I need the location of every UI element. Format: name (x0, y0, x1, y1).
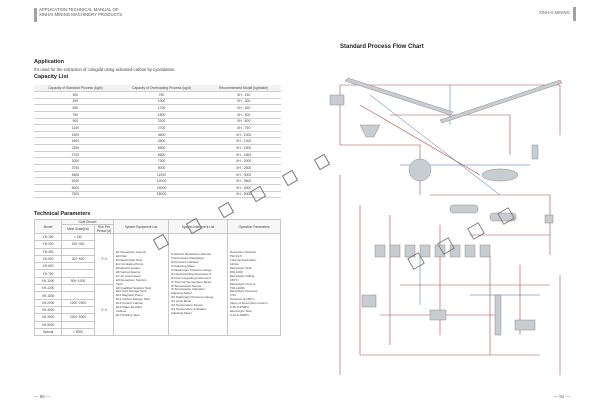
capacity-row (34, 125, 281, 132)
tech-model-cell: XH-600 (35, 263, 62, 270)
leaching-tank-2 (390, 245, 400, 257)
tech-model-cell: XH-150 (35, 234, 62, 241)
conveyor-belt (345, 78, 453, 115)
tech-instrument-list: I1 Electric Resistance Remote Transmission Diaphragm I2 Pressure Indicator I3 Adjusting Meter I4 Diaphragm Pressure Gauge I5 Liquid Dividing Flowmeter A I6 Flow Integrating Instrument I7 Thermal Temperature Meter I8 Temperature Sensor I9 Temperature Indication Adjusting Meter I10 Diaphragm Pressure Gauge I11 Level Meter I12 Temperature Sensor I13 Temperature Indication Adjusting Meter (169, 234, 228, 336)
tech-equipment-list: E1 Desorption Column E2 Filter E3 Electrolytic Tank E4 Circulating Pump E5 Electric Heater E6 Carbon Ejector E7 Air Compressor E8 Desorption Solution Tank E9 Qualified Solution Tank E10 Acid Storage Tank E11 Magnetic Pump E12 Carbon Ranger Tank E13 Control Cabinet E14 Water Rectifier Cabinet E17 Pickling Tank (114, 234, 169, 336)
capacity-cell: 1700 (117, 105, 207, 112)
capacity-cell: 750 (117, 92, 207, 99)
tech-scale-cell (62, 306, 95, 313)
ball-mill (450, 205, 478, 213)
capacity-cell: 2700 (34, 151, 117, 158)
agitation-tank (482, 169, 518, 181)
header-accent-bar (34, 8, 37, 22)
capacity-row (34, 111, 281, 118)
capacity-cell: 1000 (117, 98, 207, 105)
tech-scale-cell (62, 263, 95, 270)
tech-scale-cell: 2000~5000 (62, 314, 95, 321)
capacity-cell: 4500 (117, 138, 207, 145)
capacity-table (34, 85, 281, 198)
header-accent-bar (573, 7, 576, 21)
tech-scale-cell: 500~1000 (62, 277, 95, 284)
leaching-tank-8 (480, 245, 490, 257)
capacity-cell: XH - 1500 (206, 145, 281, 152)
capacity-cell: 450 (34, 98, 117, 105)
capacity-cell: 7500 (34, 191, 117, 198)
application-heading: Application (34, 59, 64, 65)
tech-model-cell: XH-500 (35, 255, 62, 262)
capacity-row (34, 165, 281, 172)
leaching-tank-6 (450, 245, 460, 257)
application-text: It's used for the extraction of cologold using activated carbon by cyanidation. (34, 67, 176, 72)
tech-col-model: Model (35, 220, 62, 234)
capacity-col-model: Recommended Model (kg/batch) (206, 85, 281, 92)
right-header (300, 6, 600, 22)
capacity-cell: 6500 (117, 151, 207, 158)
tech-model-cell: XH-1200 (35, 285, 62, 292)
capacity-cell: 15000 (117, 184, 207, 191)
storage-tank (362, 295, 376, 307)
electrolytic-tank (515, 320, 535, 330)
leaching-tank-4 (420, 245, 430, 257)
leaching-tank-1 (375, 245, 385, 257)
capacity-row (34, 184, 281, 191)
capacity-row (34, 98, 281, 105)
tech-scale-cell (62, 248, 95, 255)
capacity-row (34, 178, 281, 185)
crusher (330, 95, 344, 105)
tech-model-cell: XH-3000 (35, 306, 62, 313)
tech-scale-cell (62, 292, 95, 299)
tech-run-cell: 2~4 (95, 285, 114, 336)
tech-scale-cell (62, 285, 95, 292)
technical-heading: Technical Parameters (34, 211, 91, 217)
tech-col-operation: Operation Parameters (228, 220, 281, 234)
tech-model-cell: Special (35, 328, 62, 335)
capacity-cell: 4500 (34, 171, 117, 178)
capacity-cell: 1500 (34, 131, 117, 138)
thickener-tank (409, 159, 431, 181)
tech-scale-cell: 300~500 (62, 255, 95, 262)
leaching-tank-7 (465, 245, 475, 257)
capacity-row (34, 105, 281, 112)
manual-title: APPLICATION TECHNICAL MANUAL OF XINHAI MINING MACHINERY PRODUCTS (39, 7, 123, 17)
capacity-cell: XH - 500 (206, 111, 281, 118)
tech-model-cell: XH-300 (35, 241, 62, 248)
capacity-cell: 18000 (117, 191, 207, 198)
capacity-row (34, 92, 281, 99)
capacity-cell: XH - 1200 (206, 138, 281, 145)
capacity-cell: 300 (34, 92, 117, 99)
capacity-cell: 7300 (117, 158, 207, 165)
capacity-cell: 3600 (117, 131, 207, 138)
brand-label: XINHAI MINING (538, 10, 570, 15)
capacity-heading: Capacity List (34, 74, 69, 80)
capacity-cell: 650 (34, 105, 117, 112)
tech-col-run: Run Per Period (d) (95, 225, 114, 234)
tech-scale-cell: < 150 (62, 234, 95, 241)
tech-col-group: Gold Desorb (62, 220, 114, 225)
capacity-cell: 3000 (34, 158, 117, 165)
tech-model-cell: XH-750 (35, 270, 62, 277)
tech-scale-cell (62, 321, 95, 328)
capacity-cell: 1800 (34, 138, 117, 145)
capacity-cell: 1800 (117, 111, 207, 118)
capacity-cell: 9000 (117, 165, 207, 172)
desorption-column (495, 295, 501, 335)
capacity-cell: XH - 300 (206, 98, 281, 105)
capacity-row (34, 191, 281, 198)
tech-run-cell: 2~4 (95, 234, 114, 285)
capacity-row (34, 131, 281, 138)
capacity-cell: XH - 4000 (206, 184, 281, 191)
tech-model-cell: XH-2000 (35, 299, 62, 306)
watermark-stamp (468, 223, 484, 239)
capacity-cell: 3750 (34, 165, 117, 172)
tech-scale-cell: 1000~2000 (62, 299, 95, 306)
capacity-row (34, 145, 281, 152)
process-flow-diagram (300, 55, 600, 395)
capacity-cell: XH - 3500 (206, 178, 281, 185)
capacity-cell: XH - 3000 (206, 171, 281, 178)
tech-model-cell: XH-3500 (35, 314, 62, 321)
capacity-cell: XH - 5000 (206, 191, 281, 198)
conveyor-belt-2 (440, 80, 562, 123)
capacity-cell: 2700 (117, 125, 207, 132)
capacity-cell: XH - 1000 (206, 131, 281, 138)
capacity-col-standard: Capacity of Standard Process (kg/d) (34, 85, 117, 92)
capacity-cell: 5500 (117, 145, 207, 152)
tech-col-equipment: System Equipment List (114, 220, 169, 234)
capacity-cell: XH - 2500 (206, 165, 281, 172)
capacity-col-overloading: Capacity of Overloading Process (kg/d) (117, 85, 207, 92)
pump (545, 215, 553, 223)
right-page (300, 0, 600, 407)
capacity-cell: XH - 600 (206, 118, 281, 125)
capacity-row (34, 138, 281, 145)
tech-scale-cell: > 5000 (62, 328, 95, 335)
capacity-cell: 5200 (34, 178, 117, 185)
capacity-cell: 1100 (34, 125, 117, 132)
capacity-cell: 2200 (117, 118, 207, 125)
capacity-row (34, 158, 281, 165)
capacity-cell: 2250 (34, 145, 117, 152)
capacity-cell: XH - 450 (206, 105, 281, 112)
tech-col-instrument: System Instrument List (169, 220, 228, 234)
capacity-row (34, 171, 281, 178)
cyclone (532, 145, 538, 159)
tech-scale-cell: 150~300 (62, 241, 95, 248)
capacity-cell: 750 (34, 111, 117, 118)
filter-press (430, 310, 446, 320)
tech-scale-cell (62, 270, 95, 277)
tech-model-cell: XH-1000 (35, 277, 62, 284)
left-page-number: — 90 — (34, 394, 51, 399)
right-page-number: — 91 — (553, 394, 570, 399)
capacity-cell: XH - 1800 (206, 151, 281, 158)
capacity-cell: 900 (34, 118, 117, 125)
capacity-cell: 12000 (117, 178, 207, 185)
capacity-row (34, 151, 281, 158)
tech-model-cell: XH-5000 (35, 321, 62, 328)
tech-col-scale: Mine Scale(t/d) (62, 225, 95, 234)
left-header (0, 6, 300, 22)
capacity-table-body (34, 92, 281, 198)
capacity-cell: 6000 (34, 184, 117, 191)
capacity-cell: XH - 2000 (206, 158, 281, 165)
tech-operation-list: Desorption Solution PH=13.5 Thermal Application Infinite Electrolytic Scan 500-1000 Electrolytic Falling 150°C Electrolytic Current 700-1200A Electrolytic Pressure 2.5V Pressure of 150°C Vapor of Desorption Column 0.35-0.37MPa Electrolytic Tank 0.10-0.15MPa (228, 234, 281, 336)
tech-model-cell: XH-450 (35, 248, 62, 255)
capacity-row (34, 118, 281, 125)
tech-model-cell: XH-1500 (35, 292, 62, 299)
capacity-cell: 11000 (117, 171, 207, 178)
flow-chart-title: Standard Process Flow Chart (340, 44, 424, 50)
capacity-cell: XH - 150 (206, 92, 281, 99)
equipment-group (330, 78, 562, 335)
hopper (360, 125, 380, 137)
capacity-cell: XH - 750 (206, 125, 281, 132)
